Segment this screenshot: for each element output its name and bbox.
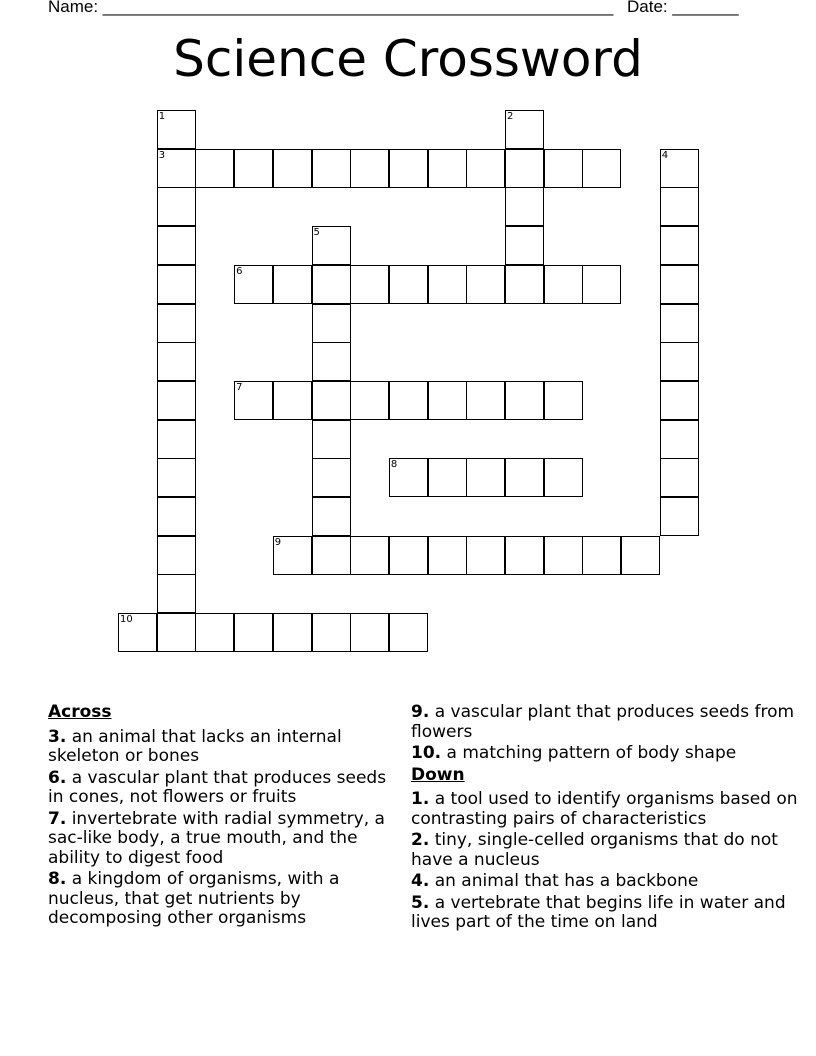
clue-text: invertebrate with radial symmetry, a sac-like body, a true mouth, and the ability to digest food: [48, 808, 385, 868]
clue-number: 9.: [411, 702, 430, 722]
grid-cell[interactable]: [660, 381, 699, 420]
clue-down-2: [411, 831, 811, 870]
clue-across-9: [411, 703, 811, 742]
clue-text: a kingdom of organisms, with a nucleus, that get nutrients by decomposing other organisms: [48, 869, 340, 928]
grid-cell[interactable]: [660, 265, 699, 304]
grid-cell[interactable]: [505, 149, 544, 188]
across-heading: Across: [48, 702, 112, 722]
grid-cell[interactable]: [157, 613, 196, 652]
grid-cell[interactable]: [544, 149, 583, 188]
clue-number-label: 7: [236, 381, 243, 393]
grid-cell[interactable]: [544, 381, 583, 420]
page-title: Science Crossword: [173, 30, 643, 88]
grid-cell[interactable]: [505, 536, 544, 575]
clue-number: 10.: [411, 743, 442, 763]
clue-number-label: 8: [390, 459, 398, 471]
clue-number: 4.: [411, 871, 430, 891]
grid-cell[interactable]: [660, 458, 699, 497]
grid-cell[interactable]: [195, 149, 234, 188]
clue-text: a vascular plant that produces seeds from flowers: [411, 702, 795, 742]
clue-number: 7.: [48, 808, 67, 829]
clue-down-5: [411, 894, 811, 933]
grid-cell[interactable]: [350, 149, 389, 188]
grid-cell[interactable]: [312, 304, 351, 343]
clue-number: 6.: [48, 767, 67, 788]
clue-down-4: [411, 872, 811, 892]
grid-cell[interactable]: [234, 265, 273, 304]
grid-cell[interactable]: [157, 226, 196, 265]
grid-cell[interactable]: [157, 342, 196, 381]
grid-cell[interactable]: [273, 149, 312, 188]
grid-cell[interactable]: [660, 342, 699, 381]
grid-cell[interactable]: [312, 265, 351, 304]
grid-cell[interactable]: [157, 110, 196, 149]
clue-text: an animal that lacks an internal skeleton or bones: [48, 726, 342, 766]
down-heading: Down: [411, 764, 465, 785]
grid-cell[interactable]: [389, 265, 428, 304]
grid-cell[interactable]: [312, 149, 351, 188]
clue-number-label: 10: [120, 614, 133, 626]
clues-left-column: [48, 703, 398, 931]
clue-down-1: [411, 790, 811, 829]
grid-cell[interactable]: [157, 304, 196, 343]
grid-cell[interactable]: [157, 574, 196, 613]
grid-cell[interactable]: [428, 149, 467, 188]
grid-cell[interactable]: [234, 149, 273, 188]
clue-number: 8.: [48, 869, 67, 889]
clue-number: 1.: [411, 789, 430, 809]
grid-cell[interactable]: [312, 342, 351, 381]
grid-cell[interactable]: [157, 420, 196, 459]
grid-cell[interactable]: [582, 265, 621, 304]
grid-cell[interactable]: [312, 226, 351, 265]
grid-cell[interactable]: [350, 536, 389, 575]
clues-right-column: [411, 703, 811, 935]
grid-cell[interactable]: [389, 613, 428, 652]
grid-cell[interactable]: [195, 613, 234, 652]
clue-text: a vascular plant that produces seeds in cones, not flowers or fruits: [48, 767, 387, 807]
grid-cell[interactable]: [505, 458, 544, 497]
grid-cell[interactable]: [157, 536, 196, 575]
clue-number: 5.: [411, 892, 430, 913]
clue-number-label: 1: [158, 111, 166, 122]
clue-text: a matching pattern of body shape: [446, 743, 737, 763]
grid-cell[interactable]: [428, 458, 467, 497]
grid-cell[interactable]: [466, 458, 505, 497]
grid-cell[interactable]: [621, 536, 660, 575]
grid-cell[interactable]: [312, 420, 351, 459]
clue-across-3: [48, 728, 398, 767]
clue-number-label: 9: [274, 536, 282, 548]
grid-cell[interactable]: [350, 265, 389, 304]
grid-cell[interactable]: [350, 381, 389, 420]
grid-cell[interactable]: [505, 110, 544, 149]
clue-number: 2.: [411, 830, 430, 850]
clue-text: tiny, single-celled organisms that do not have a nucleus: [411, 830, 778, 870]
clue-across-8: [48, 870, 398, 929]
clue-text: a tool used to identify organisms based on contrasting pairs of characteristics: [411, 789, 798, 829]
date-field[interactable]: Date: _______: [627, 0, 739, 16]
grid-cell[interactable]: [544, 536, 583, 575]
grid-cell[interactable]: [660, 497, 699, 536]
grid-cell[interactable]: [389, 381, 428, 420]
grid-cell[interactable]: [389, 536, 428, 575]
grid-cell[interactable]: [466, 265, 505, 304]
grid-cell[interactable]: [660, 226, 699, 265]
clue-number-label: 2: [507, 111, 514, 122]
grid-cell[interactable]: [157, 458, 196, 497]
grid-cell[interactable]: [505, 265, 544, 304]
grid-cell[interactable]: [660, 149, 699, 188]
grid-cell[interactable]: [544, 265, 583, 304]
grid-cell[interactable]: [118, 613, 157, 652]
clue-number-label: 5: [313, 227, 320, 239]
grid-cell[interactable]: [312, 613, 351, 652]
grid-cell[interactable]: [582, 536, 621, 575]
grid-cell[interactable]: [312, 381, 351, 420]
grid-cell[interactable]: [428, 265, 467, 304]
grid-cell[interactable]: [157, 265, 196, 304]
clue-across-10: [411, 744, 811, 764]
grid-cell[interactable]: [660, 187, 699, 226]
grid-cell[interactable]: [544, 458, 583, 497]
grid-cell[interactable]: [660, 304, 699, 343]
grid-cell[interactable]: [389, 458, 428, 497]
grid-cell[interactable]: [466, 149, 505, 188]
clue-text: an animal that has a backbone: [434, 871, 699, 891]
grid-cell[interactable]: [660, 420, 699, 459]
clue-text: a vertebrate that begins life in water and lives part of the time on land: [411, 892, 786, 932]
clue-across-6: [48, 769, 398, 808]
grid-cell[interactable]: [466, 381, 505, 420]
grid-cell[interactable]: [312, 497, 351, 536]
grid-cell[interactable]: [582, 149, 621, 188]
grid-cell[interactable]: [466, 536, 505, 575]
grid-cell[interactable]: [505, 381, 544, 420]
clue-number-label: 4: [661, 149, 669, 161]
grid-cell[interactable]: [350, 613, 389, 652]
grid-cell[interactable]: [505, 226, 544, 265]
clue-number: 3.: [48, 726, 67, 747]
grid-cell[interactable]: [157, 149, 196, 188]
grid-cell[interactable]: [157, 187, 196, 226]
grid-cell[interactable]: [312, 536, 351, 575]
grid-cell[interactable]: [234, 381, 273, 420]
clue-number-label: 3: [158, 149, 166, 161]
grid-cell[interactable]: [157, 497, 196, 536]
grid-cell[interactable]: [273, 536, 312, 575]
name-field[interactable]: Name: ______________________________________________________: [48, 0, 614, 16]
grid-cell[interactable]: [505, 187, 544, 226]
grid-cell[interactable]: [157, 381, 196, 420]
grid-cell[interactable]: [273, 265, 312, 304]
grid-cell[interactable]: [234, 613, 273, 652]
grid-cell[interactable]: [312, 458, 351, 497]
grid-cell[interactable]: [273, 381, 312, 420]
clue-number-label: 6: [236, 265, 243, 277]
grid-cell[interactable]: [428, 536, 467, 575]
grid-cell[interactable]: [428, 381, 467, 420]
grid-cell[interactable]: [389, 149, 428, 188]
grid-cell[interactable]: [273, 613, 312, 652]
clue-across-7: [48, 810, 398, 869]
